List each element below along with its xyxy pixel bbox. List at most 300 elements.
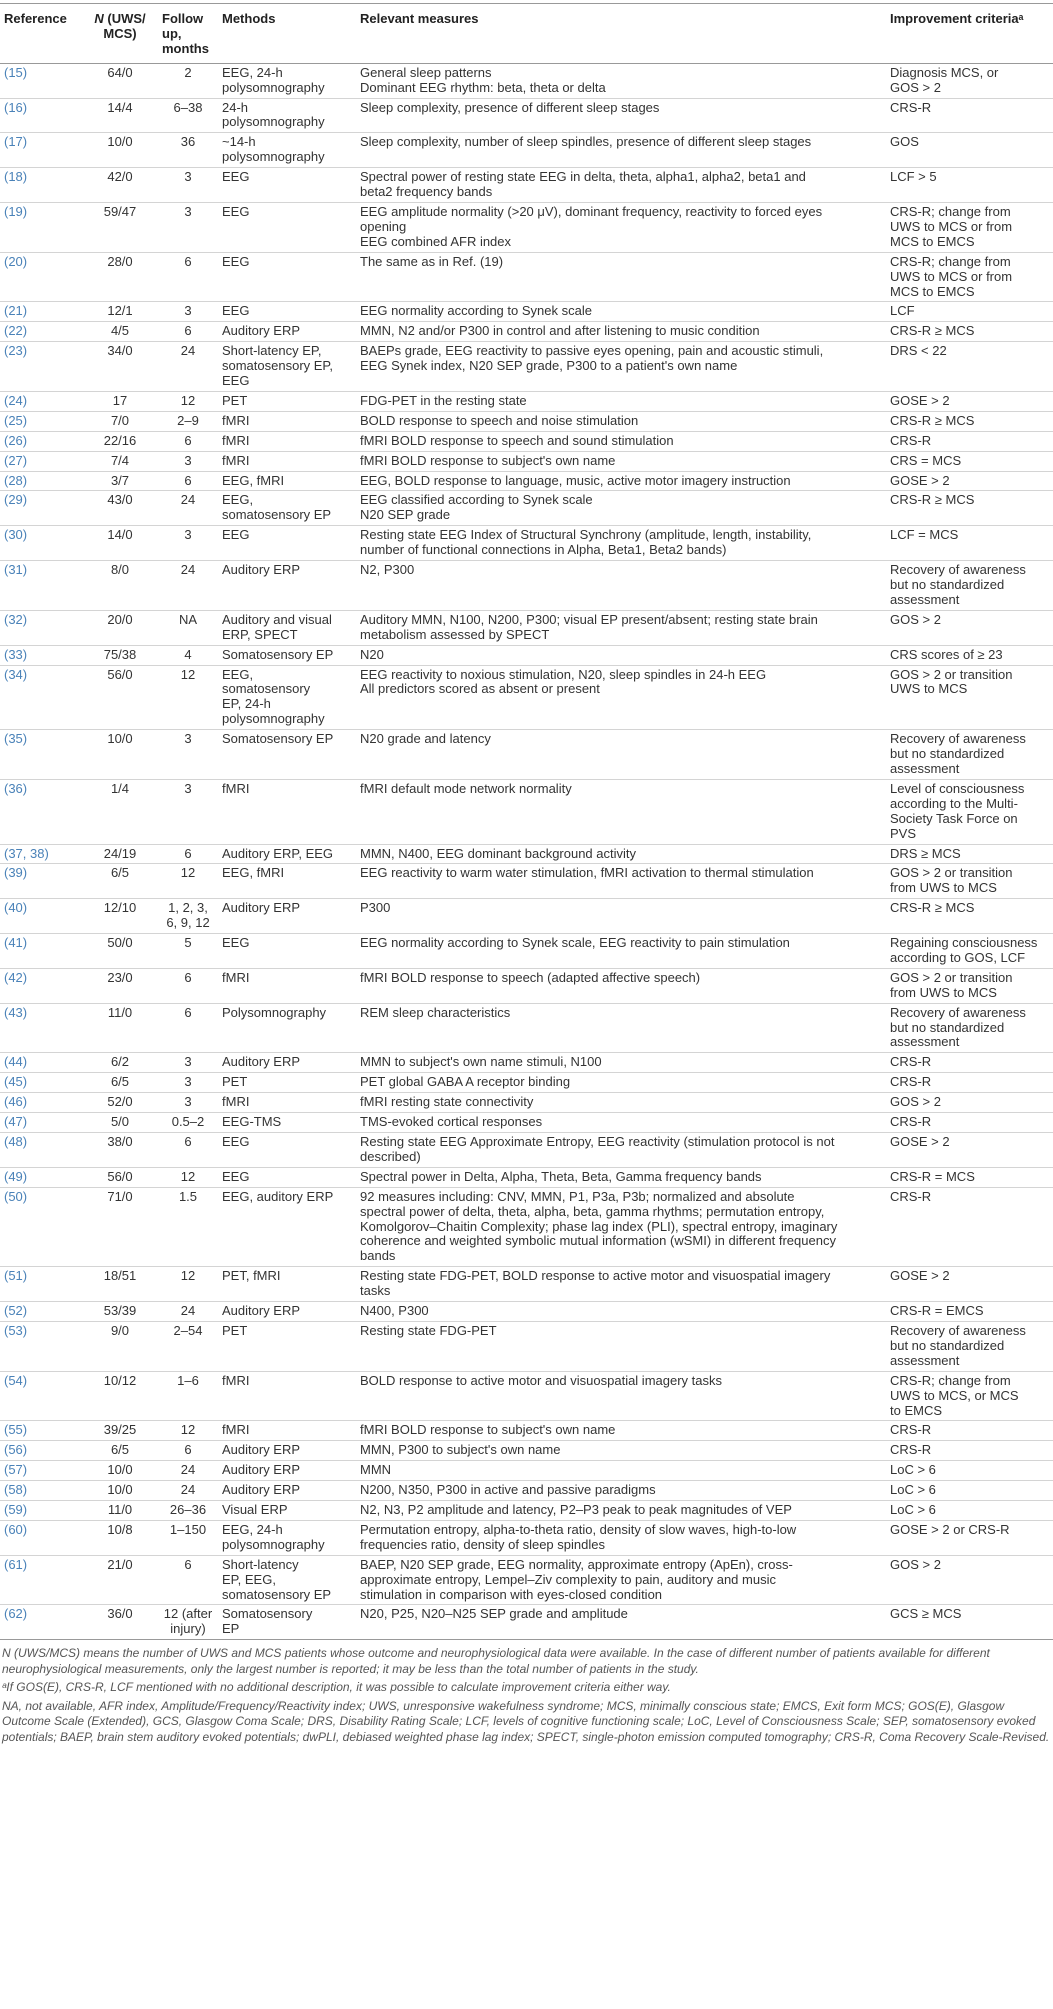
cell-measures: EEG normality according to Synek scale, EEG reactivity to pain stimulation [356,934,886,969]
cell-followup: 24 [158,491,218,526]
cell-criteria: LoC > 6 [886,1501,1053,1521]
cell-reference[interactable]: (53) [0,1321,82,1371]
cell-measures: Resting state FDG-PET [356,1321,886,1371]
cell-reference[interactable]: (48) [0,1133,82,1168]
cell-n-patients: 12/1 [82,302,158,322]
cell-criteria: LCF = MCS [886,526,1053,561]
cell-n-patients: 56/0 [82,665,158,730]
cell-followup: 24 [158,1302,218,1322]
cell-reference[interactable]: (56) [0,1441,82,1461]
cell-reference[interactable]: (27) [0,451,82,471]
table-row [0,934,1053,969]
cell-n-patients: 38/0 [82,1133,158,1168]
cell-methods: Auditory ERP [218,1481,356,1501]
cell-n-patients: 12/10 [82,899,158,934]
cell-measures: Permutation entropy, alpha-to-theta ratio, density of slow waves, high-to-low frequencies ratio, density of sleep spindles [356,1520,886,1555]
cell-methods: Auditory ERP [218,1302,356,1322]
cell-methods: fMRI [218,1093,356,1113]
cell-n-patients: 8/0 [82,561,158,611]
table-row [0,1133,1053,1168]
cell-reference[interactable]: (61) [0,1555,82,1605]
cell-criteria: GOS [886,133,1053,168]
cell-methods: Auditory ERP [218,1053,356,1073]
table-row [0,1501,1053,1521]
cell-criteria: DRS < 22 [886,342,1053,392]
cell-followup: 3 [158,1093,218,1113]
cell-reference[interactable]: (43) [0,1003,82,1053]
table-row [0,1113,1053,1133]
cell-n-patients: 22/16 [82,431,158,451]
header-n-italic: N [94,11,104,26]
cell-criteria: CRS-R [886,98,1053,133]
cell-measures: N200, N350, P300 in active and passive paradigms [356,1481,886,1501]
cell-measures: FDG-PET in the resting state [356,391,886,411]
cell-criteria: CRS-R = EMCS [886,1302,1053,1322]
cell-measures: fMRI BOLD response to speech (adapted affective speech) [356,968,886,1003]
cell-followup: 6 [158,322,218,342]
cell-methods: Auditory and visual ERP, SPECT [218,610,356,645]
table-row [0,1267,1053,1302]
cell-methods: EEG, auditory ERP [218,1187,356,1267]
table-row [0,1441,1053,1461]
cell-followup: 24 [158,1481,218,1501]
cell-n-patients: 10/0 [82,133,158,168]
table-row [0,1093,1053,1113]
cell-reference[interactable]: (33) [0,645,82,665]
cell-reference[interactable]: (20) [0,252,82,302]
table-row [0,1481,1053,1501]
cell-followup: 6 [158,1555,218,1605]
cell-methods: EEG [218,168,356,203]
cell-methods: Somatosensory EP [218,1605,356,1640]
cell-followup: 12 [158,1167,218,1187]
cell-n-patients: 59/47 [82,202,158,252]
cell-n-patients: 36/0 [82,1605,158,1640]
cell-criteria: CRS-R [886,1113,1053,1133]
cell-followup: 2–9 [158,411,218,431]
cell-methods: Auditory ERP, EEG [218,844,356,864]
cell-methods: fMRI [218,1421,356,1441]
cell-reference[interactable]: (36) [0,779,82,844]
cell-n-patients: 71/0 [82,1187,158,1267]
table-row [0,252,1053,302]
cell-methods: EEG [218,302,356,322]
cell-n-patients: 14/0 [82,526,158,561]
table-row [0,899,1053,934]
cell-measures: BAEP, N20 SEP grade, EEG normality, approximate entropy (ApEn), cross- approximate entropy, Lempel–Ziv complexity to pain, auditory and music stimulation in comparison with eyes-closed condition [356,1555,886,1605]
cell-measures: Resting state FDG-PET, BOLD response to active motor and visuospatial imagery tasks [356,1267,886,1302]
table-row [0,471,1053,491]
cell-measures: Spectral power in Delta, Alpha, Theta, Beta, Gamma frequency bands [356,1167,886,1187]
cell-reference[interactable]: (41) [0,934,82,969]
cell-criteria: CRS-R ≥ MCS [886,491,1053,526]
cell-reference[interactable]: (52) [0,1302,82,1322]
cell-followup: 6 [158,471,218,491]
cell-n-patients: 42/0 [82,168,158,203]
cell-methods: Auditory ERP [218,899,356,934]
cell-measures: BOLD response to speech and noise stimulation [356,411,886,431]
cell-criteria: CRS-R; change from UWS to MCS or from MCS to EMCS [886,202,1053,252]
cell-reference[interactable]: (26) [0,431,82,451]
cell-followup: 3 [158,1073,218,1093]
cell-followup: 4 [158,645,218,665]
cell-followup: 12 [158,391,218,411]
cell-followup: 12 [158,864,218,899]
table-row [0,322,1053,342]
cell-methods: EEG, 24-h polysomnography [218,63,356,98]
header-methods: Methods [218,4,356,64]
cell-reference[interactable]: (23) [0,342,82,392]
table-row [0,1302,1053,1322]
cell-reference[interactable]: (42) [0,968,82,1003]
cell-methods: fMRI [218,431,356,451]
table-row [0,451,1053,471]
cell-reference[interactable]: (37, 38) [0,844,82,864]
cell-measures: N20 [356,645,886,665]
header-reference: Reference [0,4,82,64]
table-row [0,1321,1053,1371]
cell-n-patients: 3/7 [82,471,158,491]
cell-criteria: CRS scores of ≥ 23 [886,645,1053,665]
cell-reference[interactable]: (58) [0,1481,82,1501]
cell-reference[interactable]: (59) [0,1501,82,1521]
cell-followup: 6 [158,431,218,451]
cell-followup: 0.5–2 [158,1113,218,1133]
cell-n-patients: 4/5 [82,322,158,342]
cell-n-patients: 43/0 [82,491,158,526]
cell-methods: EEG, somatosensory EP, 24-h polysomnography [218,665,356,730]
cell-measures: TMS-evoked cortical responses [356,1113,886,1133]
cell-followup: 3 [158,202,218,252]
cell-n-patients: 14/4 [82,98,158,133]
header-n-patients [82,4,158,64]
cell-followup: 24 [158,1461,218,1481]
cell-methods: PET [218,391,356,411]
cell-measures: fMRI resting state connectivity [356,1093,886,1113]
cell-reference[interactable]: (39) [0,864,82,899]
cell-followup: 1, 2, 3, 6, 9, 12 [158,899,218,934]
cell-measures: EEG reactivity to noxious stimulation, N20, sleep spindles in 24-h EEG All predictors scored as absent or present [356,665,886,730]
table-row [0,730,1053,780]
cell-methods: Somatosensory EP [218,730,356,780]
footnote: ᵃIf GOS(E), CRS-R, LCF mentioned with no additional description, it was possible to calculate improvement criteria either way. [2,1680,671,1695]
cell-measures: General sleep patterns Dominant EEG rhythm: beta, theta or delta [356,63,886,98]
cell-n-patients: 6/5 [82,864,158,899]
cell-measures: EEG reactivity to warm water stimulation, fMRI activation to thermal stimulation [356,864,886,899]
cell-reference[interactable]: (19) [0,202,82,252]
cell-criteria: LoC > 6 [886,1461,1053,1481]
cell-criteria: Recovery of awareness but no standardized assessment [886,1003,1053,1053]
cell-measures: fMRI BOLD response to subject's own name [356,451,886,471]
cell-n-patients: 56/0 [82,1167,158,1187]
header-followup: Follow up, months [158,4,218,64]
cell-reference[interactable]: (15) [0,63,82,98]
cell-methods: PET [218,1073,356,1093]
cell-measures: MMN to subject's own name stimuli, N100 [356,1053,886,1073]
cell-methods: 24-h polysomnography [218,98,356,133]
cell-methods: Polysomnography [218,1003,356,1053]
cell-reference[interactable]: (51) [0,1267,82,1302]
cell-followup: 3 [158,1053,218,1073]
cell-reference[interactable]: (57) [0,1461,82,1481]
table-row [0,1421,1053,1441]
cell-n-patients: 10/0 [82,1481,158,1501]
cell-reference[interactable]: (34) [0,665,82,730]
cell-criteria: CRS-R [886,1073,1053,1093]
header-measures: Relevant measures [356,4,886,64]
cell-n-patients: 17 [82,391,158,411]
table-row [0,1461,1053,1481]
cell-followup: 6 [158,252,218,302]
cell-reference[interactable]: (31) [0,561,82,611]
cell-n-patients: 7/0 [82,411,158,431]
cell-reference[interactable]: (62) [0,1605,82,1640]
table-header [0,4,1053,64]
cell-reference[interactable]: (49) [0,1167,82,1187]
cell-measures: N2, P300 [356,561,886,611]
cell-methods: EEG, somatosensory EP [218,491,356,526]
cell-measures: N400, P300 [356,1302,886,1322]
table-row [0,133,1053,168]
cell-criteria: GOSE > 2 [886,391,1053,411]
cell-methods: EEG [218,252,356,302]
cell-reference[interactable]: (22) [0,322,82,342]
cell-measures: EEG, BOLD response to language, music, active motor imagery instruction [356,471,886,491]
cell-n-patients: 11/0 [82,1003,158,1053]
table-body [0,63,1053,1640]
cell-followup: 24 [158,342,218,392]
cell-criteria: GOSE > 2 [886,471,1053,491]
cell-criteria: CRS-R = MCS [886,1167,1053,1187]
table-row [0,98,1053,133]
cell-followup: NA [158,610,218,645]
cell-reference[interactable]: (45) [0,1073,82,1093]
cell-reference[interactable]: (18) [0,168,82,203]
cell-measures: EEG normality according to Synek scale [356,302,886,322]
table-row [0,844,1053,864]
cell-followup: 6 [158,1003,218,1053]
cell-measures: Resting state EEG Index of Structural Synchrony (amplitude, length, instability, number of functional connections in Alpha, Beta1, Beta2 bands) [356,526,886,561]
header-criteria: Improvement criteriaᵃ [886,4,1053,64]
cell-criteria: Recovery of awareness but no standardized assessment [886,1321,1053,1371]
cell-methods: Auditory ERP [218,561,356,611]
cell-reference[interactable]: (40) [0,899,82,934]
cell-followup: 12 (after injury) [158,1605,218,1640]
cell-measures: Resting state EEG Approximate Entropy, EEG reactivity (stimulation protocol is not described) [356,1133,886,1168]
cell-criteria: GOSE > 2 [886,1133,1053,1168]
cell-n-patients: 18/51 [82,1267,158,1302]
footnote: N (UWS/MCS) means the number of UWS and MCS patients whose outcome and neurophysiological data were available. In the case of different number of patients available for different neurophysiological measurements, only the largest number is reported; it may be less than the total number of patients in the study. [2,1646,990,1676]
table-row [0,779,1053,844]
cell-n-patients: 10/0 [82,1461,158,1481]
cell-methods: fMRI [218,968,356,1003]
cell-methods: EEG, fMRI [218,864,356,899]
cell-n-patients: 1/4 [82,779,158,844]
cell-criteria: GOSE > 2 [886,1267,1053,1302]
cell-n-patients: 10/0 [82,730,158,780]
cell-reference[interactable]: (60) [0,1520,82,1555]
cell-measures: MMN, N400, EEG dominant background activity [356,844,886,864]
cell-reference[interactable]: (30) [0,526,82,561]
cell-reference[interactable]: (47) [0,1113,82,1133]
cell-methods: Auditory ERP [218,1461,356,1481]
cell-followup: 3 [158,730,218,780]
cell-methods: EEG [218,526,356,561]
cell-measures: N2, N3, P2 amplitude and latency, P2–P3 peak to peak magnitudes of VEP [356,1501,886,1521]
cell-n-patients: 24/19 [82,844,158,864]
table-row [0,391,1053,411]
cell-criteria: CRS-R; change from UWS to MCS or from MCS to EMCS [886,252,1053,302]
cell-followup: 3 [158,302,218,322]
table-row [0,610,1053,645]
cell-criteria: LCF [886,302,1053,322]
cell-followup: 5 [158,934,218,969]
cell-criteria: GOSE > 2 or CRS-R [886,1520,1053,1555]
cell-measures: 92 measures including: CNV, MMN, P1, P3a, P3b; normalized and absolute spectral power of delta, theta, alpha, beta, gamma rhythms; permutation entropy, Komolgorov–Chaitin Complexity; phase lag index (PLI), spectral entropy, imaginary coherence and weighted symbolic mutual information (wSMI) in different frequency bands [356,1187,886,1267]
cell-followup: 6 [158,968,218,1003]
cell-criteria: CRS-R [886,1421,1053,1441]
cell-measures: N20, P25, N20–N25 SEP grade and amplitude [356,1605,886,1640]
cell-reference[interactable]: (25) [0,411,82,431]
cell-reference[interactable]: (28) [0,471,82,491]
cell-criteria: CRS-R [886,1053,1053,1073]
cell-methods: fMRI [218,451,356,471]
table-row [0,1605,1053,1640]
cell-reference[interactable]: (24) [0,391,82,411]
cell-n-patients: 7/4 [82,451,158,471]
cell-n-patients: 39/25 [82,1421,158,1441]
cell-n-patients: 64/0 [82,63,158,98]
cell-followup: 1–6 [158,1371,218,1421]
table-row [0,665,1053,730]
cell-followup: 12 [158,1267,218,1302]
cell-methods: ~14-h polysomnography [218,133,356,168]
cell-reference[interactable]: (16) [0,98,82,133]
table-row [0,561,1053,611]
cell-measures: fMRI BOLD response to subject's own name [356,1421,886,1441]
cell-n-patients: 6/2 [82,1053,158,1073]
table-row [0,491,1053,526]
cell-criteria: DRS ≥ MCS [886,844,1053,864]
cell-measures: MMN, N2 and/or P300 in control and after listening to music condition [356,322,886,342]
table-row [0,864,1053,899]
cell-criteria: CRS-R [886,431,1053,451]
cell-criteria: GOS > 2 [886,610,1053,645]
cell-methods: EEG [218,1133,356,1168]
cell-methods: Visual ERP [218,1501,356,1521]
cell-criteria: CRS-R ≥ MCS [886,322,1053,342]
cell-criteria: GOS > 2 or transition UWS to MCS [886,665,1053,730]
cell-n-patients: 75/38 [82,645,158,665]
table-row [0,1167,1053,1187]
cell-methods: PET, fMRI [218,1267,356,1302]
cell-criteria: CRS-R; change from UWS to MCS, or MCS to EMCS [886,1371,1053,1421]
cell-followup: 26–36 [158,1501,218,1521]
cell-methods: EEG [218,1167,356,1187]
cell-methods: EEG, fMRI [218,471,356,491]
table-row [0,431,1053,451]
table-row [0,1520,1053,1555]
cell-reference[interactable]: (44) [0,1053,82,1073]
table-row [0,342,1053,392]
table-row [0,1187,1053,1267]
cell-followup: 1.5 [158,1187,218,1267]
cell-reference[interactable]: (35) [0,730,82,780]
cell-n-patients: 9/0 [82,1321,158,1371]
cell-measures: The same as in Ref. (19) [356,252,886,302]
cell-measures: REM sleep characteristics [356,1003,886,1053]
cell-reference[interactable]: (17) [0,133,82,168]
table-footnotes [0,1640,1053,1745]
cell-followup: 1–150 [158,1520,218,1555]
footnote: NA, not available, AFR index, Amplitude/Frequency/Reactivity index; UWS, unresponsive wakefulness syndrome; MCS, minimally conscious state; EMCS, Exit form MCS; GOS(E), Glasgow Outcome Scale (Extended), GCS, Glasgow Coma Scale; DRS, Disability Rating Scale; LCF, levels of cognitive functioning scale; LoC, Level of Consciousness Scale; SEP, somatosensory evoked potentials; BAEP, brain stem auditory evoked potentials; dwPLI, debiased weighted phase lag index; SPECT, single-photon emission computed tomography; CRS-R, Coma Recovery Scale-Revised. [2,1698,1050,1744]
cell-followup: 2 [158,63,218,98]
cell-measures: MMN [356,1461,886,1481]
cell-measures: MMN, P300 to subject's own name [356,1441,886,1461]
cell-criteria: LCF > 5 [886,168,1053,203]
cell-n-patients: 20/0 [82,610,158,645]
cell-n-patients: 10/12 [82,1371,158,1421]
cell-criteria: Level of consciousness according to the Multi- Society Task Force on PVS [886,779,1053,844]
table-row [0,1371,1053,1421]
cell-reference[interactable]: (32) [0,610,82,645]
cell-followup: 6 [158,1133,218,1168]
cell-n-patients: 10/8 [82,1520,158,1555]
cell-measures: EEG amplitude normality (>20 μV), dominant frequency, reactivity to forced eyes opening EEG combined AFR index [356,202,886,252]
cell-n-patients: 53/39 [82,1302,158,1322]
table-row [0,302,1053,322]
cell-n-patients: 11/0 [82,1501,158,1521]
cell-measures: BOLD response to active motor and visuospatial imagery tasks [356,1371,886,1421]
table-row [0,1053,1053,1073]
cell-measures: fMRI BOLD response to speech and sound stimulation [356,431,886,451]
cell-criteria: CRS-R ≥ MCS [886,899,1053,934]
cell-measures: N20 grade and latency [356,730,886,780]
table-row [0,645,1053,665]
cell-reference[interactable]: (29) [0,491,82,526]
cell-measures: Spectral power of resting state EEG in delta, theta, alpha1, alpha2, beta1 and beta2 frequency bands [356,168,886,203]
cell-followup: 3 [158,451,218,471]
cell-methods: Auditory ERP [218,1441,356,1461]
cell-measures: Sleep complexity, presence of different sleep stages [356,98,886,133]
cell-methods: Short-latency EP, EEG, somatosensory EP [218,1555,356,1605]
cell-criteria: Recovery of awareness but no standardized assessment [886,561,1053,611]
cell-n-patients: 23/0 [82,968,158,1003]
cell-methods: fMRI [218,1371,356,1421]
cell-methods: PET [218,1321,356,1371]
cell-followup: 6 [158,1441,218,1461]
table-row [0,63,1053,98]
header-n-rest: (UWS/ MCS) [103,11,146,41]
cell-criteria: GOS > 2 [886,1093,1053,1113]
cell-methods: Auditory ERP [218,322,356,342]
cell-reference[interactable]: (54) [0,1371,82,1421]
cell-measures: PET global GABA A receptor binding [356,1073,886,1093]
cell-reference[interactable]: (46) [0,1093,82,1113]
cell-n-patients: 6/5 [82,1441,158,1461]
cell-reference[interactable]: (21) [0,302,82,322]
cell-methods: Short-latency EP, somatosensory EP, EEG [218,342,356,392]
cell-criteria: Diagnosis MCS, or GOS > 2 [886,63,1053,98]
cell-n-patients: 34/0 [82,342,158,392]
cell-followup: 12 [158,665,218,730]
cell-reference[interactable]: (50) [0,1187,82,1267]
cell-n-patients: 5/0 [82,1113,158,1133]
cell-followup: 36 [158,133,218,168]
cell-criteria: CRS = MCS [886,451,1053,471]
cell-measures: BAEPs grade, EEG reactivity to passive eyes opening, pain and acoustic stimuli, EEG Synek index, N20 SEP grade, P300 to a patient's own name [356,342,886,392]
cell-reference[interactable]: (55) [0,1421,82,1441]
